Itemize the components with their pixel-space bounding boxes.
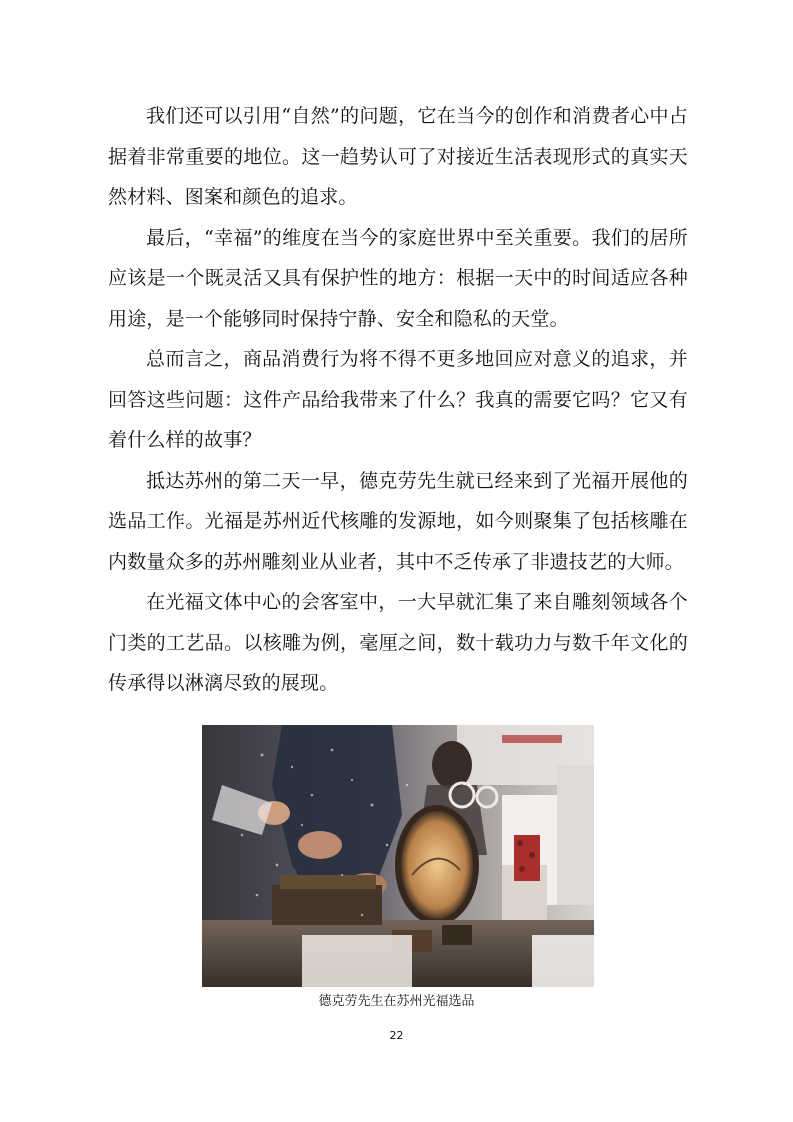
paragraph-guangfu-visit: 抵达苏州的第二天一早，德克劳先生就已经来到了光福开展他的选品工作。光福是苏州近代核雕的发源地，如今则聚集了包括核雕在内数量众多的苏州雕刻业从业者，其中不乏传承了非遗技艺的大师。 <box>108 469 688 573</box>
paragraph-nature: 我们还可以引用“自然”的问题，它在当今的创作和消费者心中占据着非常重要的地位。这一趋势认可了对接近生活表现形式的真实天然材料、图案和颜色的追求。 <box>108 105 688 208</box>
figure-photo <box>202 725 594 987</box>
paragraph-summary: 总而言之，商品消费行为将不得不更多地回应对意义的追求，并回答这些问题：这件产品给我带来了什么？我真的需要它吗？它又有着什么样的故事？ <box>108 348 688 451</box>
paragraph-carving-crafts: 在光福文体中心的会客室中，一大早就汇集了来自雕刻领域各个门类的工艺品。以核雕为例，毫厘之间，数十载功力与数千年文化的传承得以淋漓尽致的展现。 <box>108 591 688 694</box>
article-body <box>108 96 688 704</box>
page-number: 22 <box>389 1029 404 1042</box>
figure-caption: 德克劳先生在苏州光福选品 <box>318 994 475 1009</box>
paragraph-happiness: 最后，“幸福”的维度在当今的家庭世界中至关重要。我们的居所应该是一个既灵活又具有保护性的地方：根据一天中的时间适应各种用途，是一个能够同时保持宁静、安全和隐私的天堂。 <box>108 226 688 330</box>
